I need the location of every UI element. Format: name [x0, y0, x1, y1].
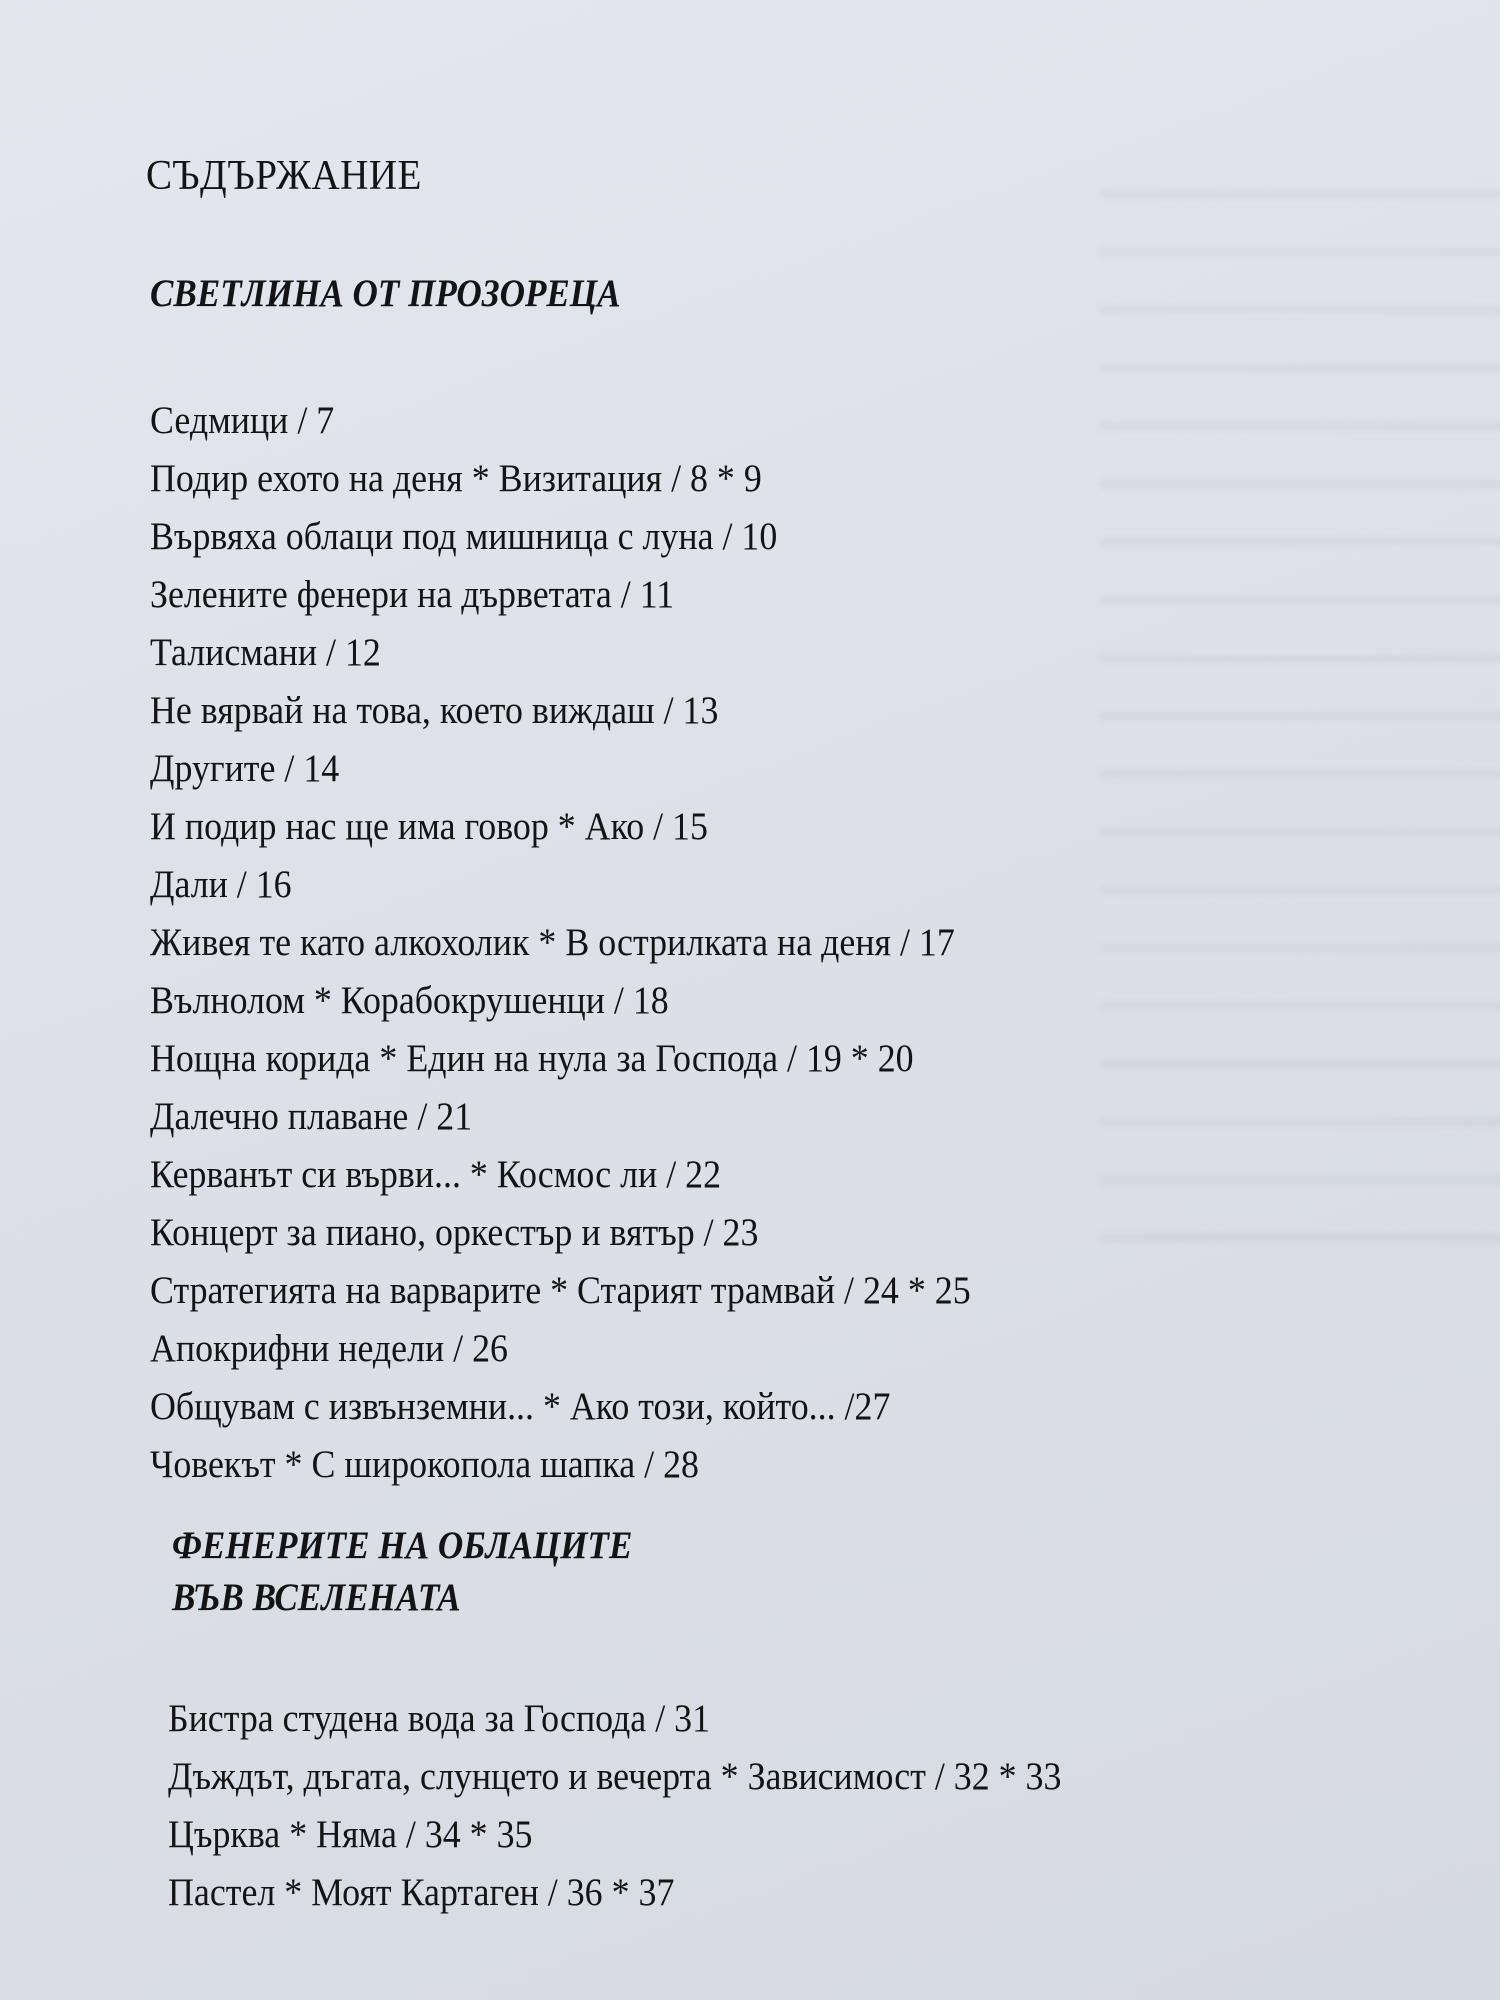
toc-entry: Вървяха облаци под мишница с луна / 10	[150, 515, 778, 558]
toc-entry: Талисмани / 12	[150, 631, 381, 674]
toc-entry: Дъждът, дъгата, слунцето и вечерта * Зависимост / 32 * 33	[168, 1755, 1062, 1798]
toc-entry: Общувам с извънземни... * Ако този, който... /27	[150, 1385, 891, 1428]
toc-entry: Подир ехото на деня * Визитация / 8 * 9	[150, 457, 762, 500]
toc-entry: И подир нас ще има говор * Ако / 15	[150, 805, 708, 848]
section-2-entries	[168, 1690, 1139, 1922]
bleed-through-text	[1100, 150, 1500, 1250]
section-1-entries	[150, 392, 1042, 1494]
toc-entry: Зелените фенери на дърветата / 11	[150, 573, 675, 616]
toc-entry: Дали / 16	[150, 863, 292, 906]
section-heading-line: ФЕНЕРИТЕ НА ОБЛАЦИТЕ	[172, 1524, 633, 1567]
toc-entry: Керванът си върви... * Космос ли / 22	[150, 1153, 722, 1196]
toc-entry: Седмици / 7	[150, 399, 335, 442]
toc-entry: Не вярвай на това, което виждаш / 13	[150, 689, 719, 732]
toc-entry: Апокрифни недели / 26	[150, 1327, 508, 1370]
toc-entry: Живея те като алкохолик * В острилката на деня / 17	[150, 921, 955, 964]
toc-entry: Човекът * С широкопола шапка / 28	[150, 1443, 699, 1486]
section-heading-line: СВЕТЛИНА ОТ ПРОЗОРЕЦА	[150, 272, 621, 315]
toc-entry: Нощна корида * Един на нула за Господа / 19 * 20	[150, 1037, 914, 1080]
toc-entry: Стратегията на варварите * Старият трамвай / 24 * 25	[150, 1269, 971, 1312]
toc-entry: Концерт за пиано, оркестър и вятър / 23	[150, 1211, 759, 1254]
section-2-heading	[172, 1520, 632, 1624]
toc-entry: Вълнолом * Корабокрушенци / 18	[150, 979, 669, 1022]
toc-entry: Бистра студена вода за Господа / 31	[168, 1697, 711, 1740]
toc-entry: Другите / 14	[150, 747, 340, 790]
section-1-heading	[150, 268, 621, 320]
toc-entry: Пастел * Моят Картаген / 36 * 37	[168, 1871, 675, 1914]
page-title: СЪДЪРЖАНИЕ	[146, 153, 422, 199]
toc-entry: Далечно плаване / 21	[150, 1095, 473, 1138]
toc-entry: Църква * Няма / 34 * 35	[168, 1813, 533, 1856]
section-heading-line: ВЪВ ВСЕЛЕНАТА	[172, 1576, 461, 1619]
